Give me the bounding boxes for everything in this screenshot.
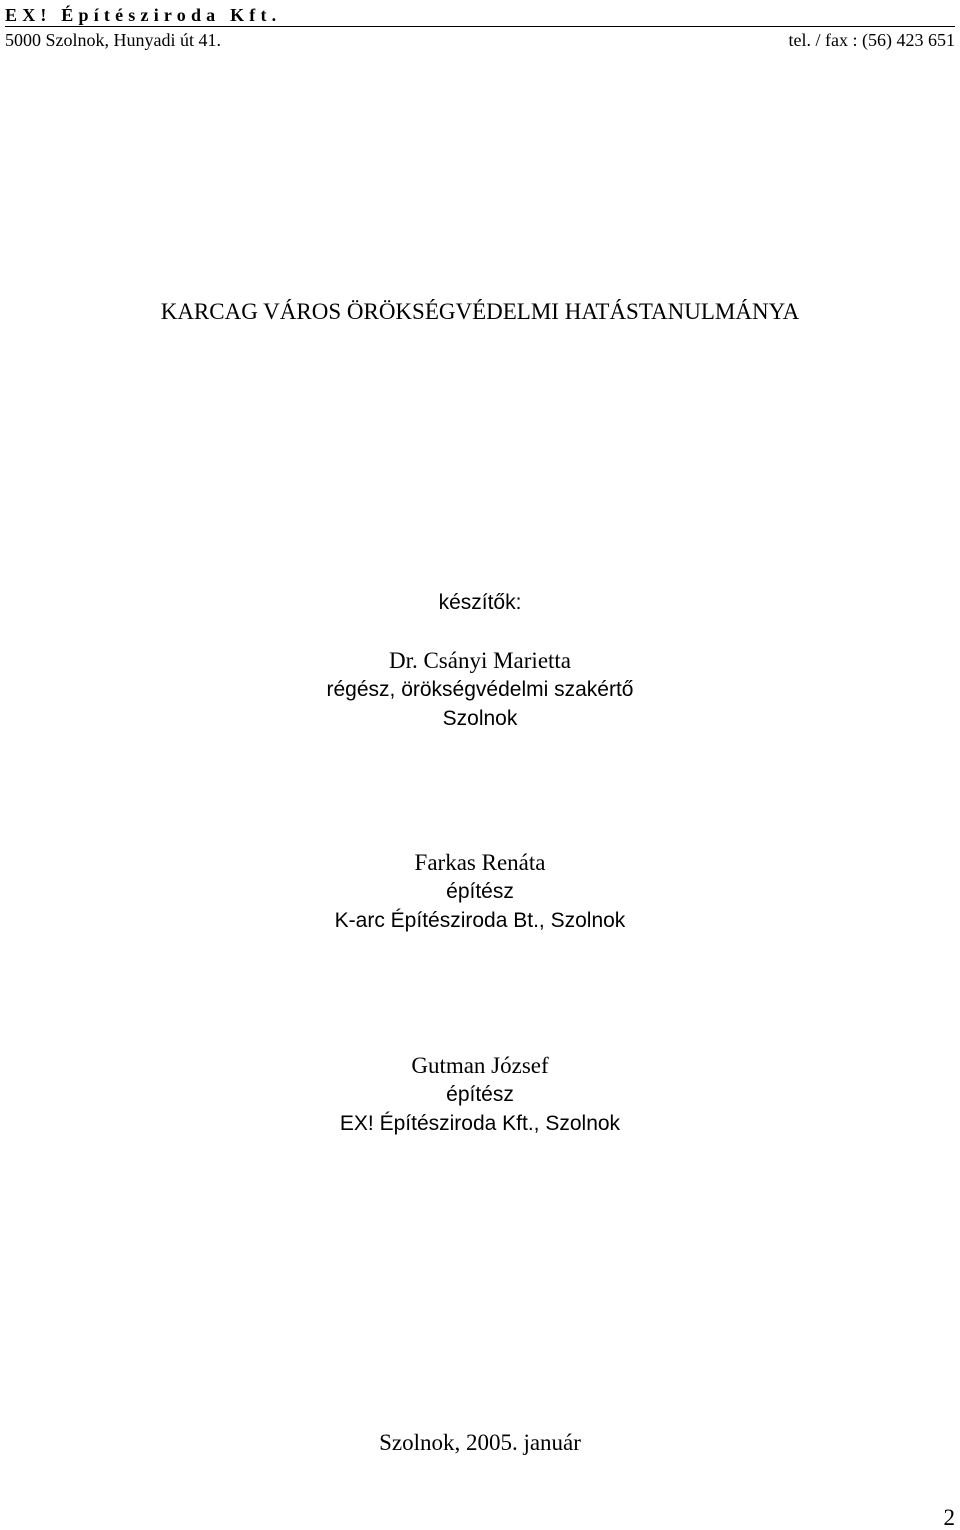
header-address: 5000 Szolnok, Hunyadi út 41. [5, 30, 221, 50]
page-number: 2 [943, 1505, 955, 1530]
author-affiliation: Szolnok [442, 707, 518, 730]
author-name: Dr. Csányi Marietta [388, 648, 572, 673]
authors-label: készítők: [438, 591, 522, 614]
document-title: KARCAG VÁROS ÖRÖKSÉGVÉDELMI HATÁSTANULMÁNYA [160, 299, 800, 324]
author-role: építész [446, 880, 514, 903]
author-name: Gutman József [411, 1053, 549, 1078]
header-company-name: EX! Építésziroda Kft. [5, 5, 282, 25]
header-divider [5, 26, 955, 27]
author-role: építész [446, 1083, 514, 1106]
author-affiliation: K-arc Építésziroda Bt., Szolnok [334, 909, 626, 932]
place-date: Szolnok, 2005. január [379, 1430, 581, 1455]
header-phone: tel. / fax : (56) 423 651 [788, 30, 955, 50]
author-affiliation: EX! Építésziroda Kft., Szolnok [339, 1112, 621, 1135]
author-name: Farkas Renáta [414, 850, 546, 875]
author-role: régész, örökségvédelmi szakértő [326, 678, 634, 701]
